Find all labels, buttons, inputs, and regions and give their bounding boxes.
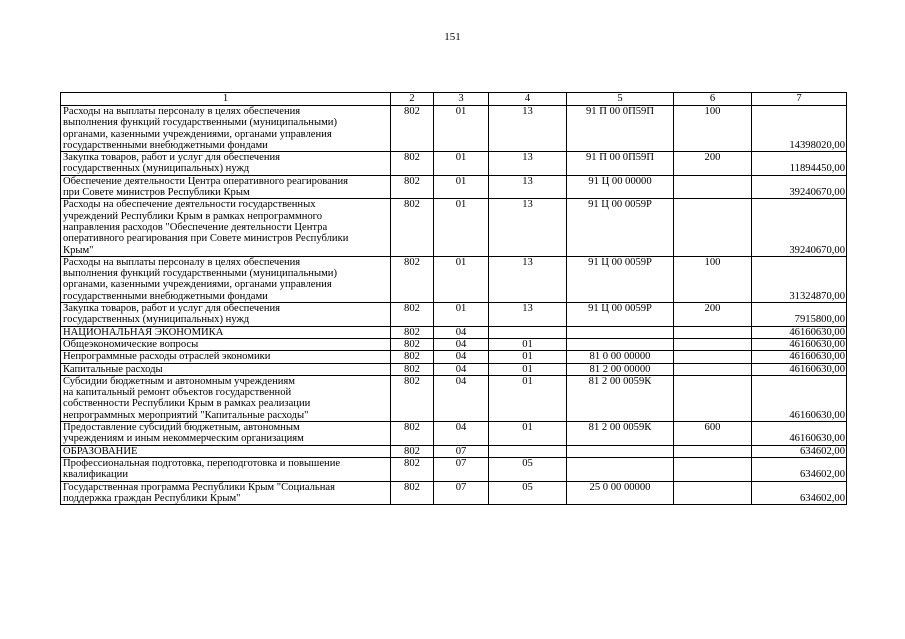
section-code: 01 [434,106,489,152]
target-article-code: 25 0 00 00000 [567,481,674,505]
column-header-2: 2 [391,93,434,106]
subsection-code: 05 [489,481,567,505]
item-name: Субсидии бюджетным и автономным учреждениям на капитальный ремонт объектов государственной собственности Республики Крым в рамках реализации непрограммных мероприятий "Капитальные расходы" [61,375,391,421]
page-number: 151 [444,31,461,43]
table-row [61,363,847,375]
table-row [61,351,847,363]
section-code: 01 [434,303,489,327]
item-name: Обеспечение деятельности Центра оперативного реагирования при Совете министров Республики Крым [61,175,391,199]
subsection-code: 01 [489,351,567,363]
ministry-code: 802 [391,256,434,302]
item-name: Профессиональная подготовка, переподготовка и повышение квалификации [61,457,391,481]
item-name: Закупка товаров, работ и услуг для обеспечения государственных (муниципальных) нужд [61,152,391,176]
section-code: 07 [434,445,489,457]
subsection-code: 13 [489,199,567,256]
amount: 39240670,00 [752,199,847,256]
item-name: Непрограммные расходы отраслей экономики [61,351,391,363]
amount: 634602,00 [752,457,847,481]
section-code: 04 [434,375,489,421]
section-code: 04 [434,363,489,375]
ministry-code: 802 [391,175,434,199]
target-article-code: 81 2 00 0059К [567,375,674,421]
subsection-code: 13 [489,256,567,302]
section-code: 04 [434,326,489,338]
subsection-code: 05 [489,457,567,481]
table-row [61,457,847,481]
target-article-code: 91 Ц 00 00000 [567,175,674,199]
ministry-code: 802 [391,481,434,505]
column-header-1: 1 [61,93,391,106]
table-row [61,338,847,350]
table-row [61,326,847,338]
expense-type-code [674,326,752,338]
amount: 46160630,00 [752,363,847,375]
table-header-row [61,93,847,106]
expense-type-code [674,351,752,363]
ministry-code: 802 [391,106,434,152]
section-code: 04 [434,422,489,446]
table-row [61,481,847,505]
section-code: 01 [434,199,489,256]
expense-type-code [674,175,752,199]
ministry-code: 802 [391,351,434,363]
column-header-5: 5 [567,93,674,106]
target-article-code: 81 2 00 0059К [567,422,674,446]
column-header-3: 3 [434,93,489,106]
item-name: Расходы на обеспечение деятельности государственных учреждений Республики Крым в рамках непрограммного направления расходов "Обеспечение деятельности Центра оперативного реагирования при Совете министров Республики Крым" [61,199,391,256]
amount: 634602,00 [752,481,847,505]
amount: 31324870,00 [752,256,847,302]
expense-type-code [674,375,752,421]
amount: 634602,00 [752,445,847,457]
expense-type-code [674,199,752,256]
column-header-4: 4 [489,93,567,106]
budget-table [60,92,847,505]
section-code: 07 [434,481,489,505]
subsection-code: 13 [489,303,567,327]
target-article-code: 91 Ц 00 0059Р [567,256,674,302]
section-code: 01 [434,256,489,302]
subsection-code: 13 [489,152,567,176]
item-name: НАЦИОНАЛЬНАЯ ЭКОНОМИКА [61,326,391,338]
ministry-code: 802 [391,363,434,375]
amount: 46160630,00 [752,338,847,350]
amount: 46160630,00 [752,351,847,363]
expense-type-code [674,457,752,481]
section-code: 07 [434,457,489,481]
ministry-code: 802 [391,199,434,256]
ministry-code: 802 [391,375,434,421]
ministry-code: 802 [391,152,434,176]
subsection-code: 13 [489,175,567,199]
item-name: Закупка товаров, работ и услуг для обеспечения государственных (муниципальных) нужд [61,303,391,327]
expense-type-code: 600 [674,422,752,446]
column-header-6: 6 [674,93,752,106]
amount: 46160630,00 [752,422,847,446]
table-row [61,199,847,256]
ministry-code: 802 [391,422,434,446]
target-article-code: 91 П 00 0П59П [567,152,674,176]
amount: 46160630,00 [752,326,847,338]
table-row [61,375,847,421]
item-name: Предоставление субсидий бюджетным, автономным учреждениям и иным некоммерческим организациям [61,422,391,446]
table-row [61,445,847,457]
subsection-code: 13 [489,106,567,152]
ministry-code: 802 [391,326,434,338]
target-article-code [567,445,674,457]
table-row [61,152,847,176]
subsection-code: 01 [489,338,567,350]
ministry-code: 802 [391,457,434,481]
item-name: Общеэкономические вопросы [61,338,391,350]
amount: 39240670,00 [752,175,847,199]
item-name: Государственная программа Республики Крым "Социальная поддержка граждан Республики Крым" [61,481,391,505]
target-article-code [567,338,674,350]
target-article-code [567,457,674,481]
target-article-code: 91 Ц 00 0059Р [567,199,674,256]
table-row [61,175,847,199]
section-code: 01 [434,152,489,176]
target-article-code [567,326,674,338]
ministry-code: 802 [391,338,434,350]
expense-type-code [674,481,752,505]
expense-type-code: 200 [674,152,752,176]
column-header-7: 7 [752,93,847,106]
item-name: Расходы на выплаты персоналу в целях обеспечения выполнения функций государственными (муниципальными) органами, казенными учреждениями, органами управления государственными внебюджетными фондами [61,256,391,302]
ministry-code: 802 [391,303,434,327]
section-code: 04 [434,351,489,363]
subsection-code [489,445,567,457]
expense-type-code: 100 [674,256,752,302]
subsection-code: 01 [489,375,567,421]
amount: 11894450,00 [752,152,847,176]
target-article-code: 81 2 00 00000 [567,363,674,375]
amount: 14398020,00 [752,106,847,152]
target-article-code: 91 П 00 0П59П [567,106,674,152]
expense-type-code: 100 [674,106,752,152]
table-row [61,303,847,327]
target-article-code: 81 0 00 00000 [567,351,674,363]
table-row [61,256,847,302]
subsection-code: 01 [489,363,567,375]
table-row [61,422,847,446]
expense-type-code [674,445,752,457]
expense-type-code: 200 [674,303,752,327]
section-code: 04 [434,338,489,350]
amount: 46160630,00 [752,375,847,421]
subsection-code [489,326,567,338]
item-name: Капитальные расходы [61,363,391,375]
expense-type-code [674,338,752,350]
ministry-code: 802 [391,445,434,457]
item-name: ОБРАЗОВАНИЕ [61,445,391,457]
amount: 7915800,00 [752,303,847,327]
target-article-code: 91 Ц 00 0059Р [567,303,674,327]
expense-type-code [674,363,752,375]
item-name: Расходы на выплаты персоналу в целях обеспечения выполнения функций государственными (муниципальными) органами, казенными учреждениями, органами управления государственными внебюджетными фондами [61,106,391,152]
table-row [61,106,847,152]
subsection-code: 01 [489,422,567,446]
section-code: 01 [434,175,489,199]
